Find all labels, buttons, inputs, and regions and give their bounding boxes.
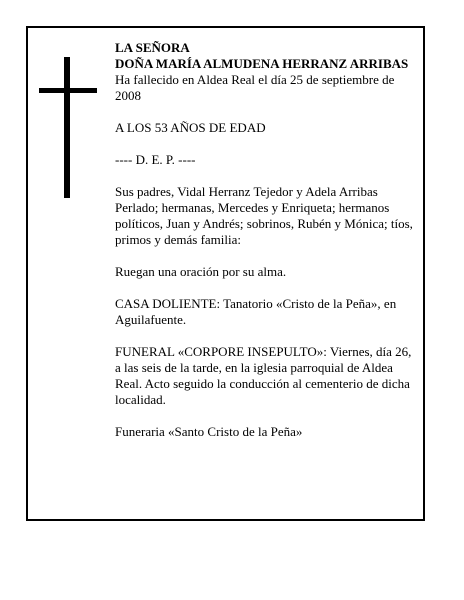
age-line: A LOS 53 AÑOS DE EDAD xyxy=(115,120,266,135)
family-paragraph: Sus padres, Vidal Herranz Tejedor y Adela Arribas Perlado; hermanas, Mercedes y Enriqueta; hermanos políticos, Juan y Andrés; sobrinos, Rubén y Mónica; tíos, primos y demás familia: xyxy=(115,184,413,247)
cross-horizontal-bar xyxy=(39,88,97,93)
obituary-notice xyxy=(26,26,425,521)
passed-away-line: Ha fallecido en Aldea Real el día 25 de septiembre de 2008 xyxy=(115,72,395,103)
funeral-details: FUNERAL «CORPORE INSEPULTO»: Viernes, día 26, a las seis de la tarde, en la iglesia parroquial de Aldea Real. Acto seguido la conducción al cementerio de dicha localidad. xyxy=(115,344,412,407)
notice-text xyxy=(115,40,415,440)
rip-line: ---- D. E. P. ---- xyxy=(115,152,196,167)
title-line: LA SEÑORA xyxy=(115,40,190,55)
cross-icon xyxy=(39,57,97,198)
deceased-name: DOÑA MARÍA ALMUDENA HERRANZ ARRIBAS xyxy=(115,56,409,71)
mourning-house: CASA DOLIENTE: Tanatorio «Cristo de la Peña», en Aguilafuente. xyxy=(115,296,397,327)
prayer-request: Ruegan una oración por su alma. xyxy=(115,264,287,279)
cross-vertical-bar xyxy=(64,57,70,198)
deceased-heading xyxy=(115,40,415,72)
funeral-home: Funeraria «Santo Cristo de la Peña» xyxy=(115,424,303,439)
